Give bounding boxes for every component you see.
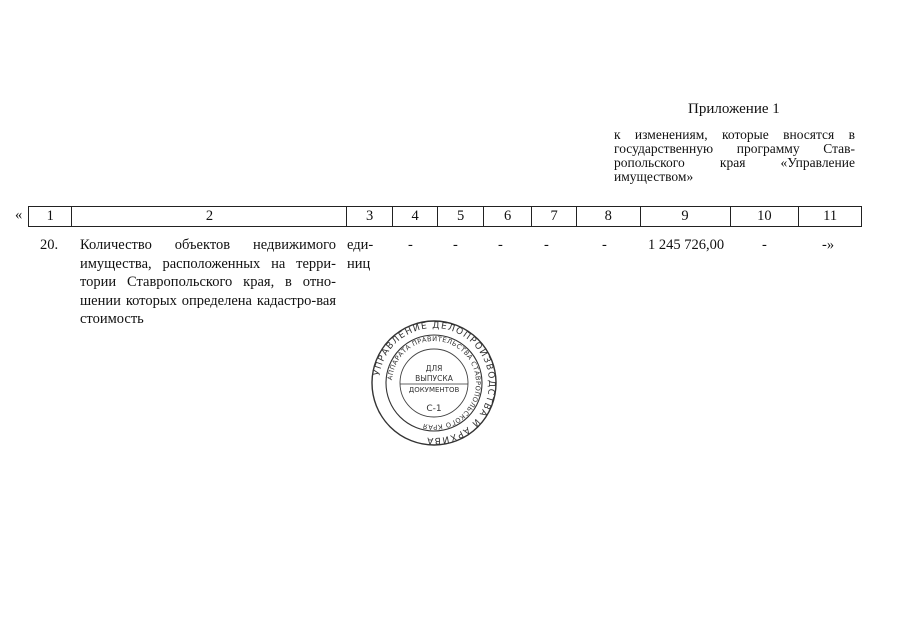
header-cell-5: 5 bbox=[438, 207, 483, 227]
header-cell-3: 3 bbox=[347, 207, 392, 227]
row-value-col10: - bbox=[762, 237, 767, 253]
header-cell-4: 4 bbox=[392, 207, 437, 227]
header-cell-9: 9 bbox=[640, 207, 730, 227]
stamp-center-line-3: ДОКУМЕНТОВ bbox=[408, 386, 460, 394]
stamp-center-line-1: ДЛЯ bbox=[425, 364, 443, 373]
row-unit: еди-ниц bbox=[347, 237, 374, 272]
open-quote: « bbox=[15, 207, 23, 223]
stamp-center-line-2: ВЫПУСКА bbox=[415, 374, 453, 383]
column-number-header-table bbox=[28, 206, 862, 227]
row-description: Количество объектов недвижимого имущества, расположенных на терри-тории Ставропольского края, в отно-шении которых определена кадастро-вая стоимость bbox=[80, 237, 336, 327]
row-value-col9: 1 245 726,00 bbox=[648, 237, 725, 253]
row-value-col11: -» bbox=[822, 237, 835, 253]
official-stamp-icon bbox=[369, 318, 499, 448]
row-value-col6: - bbox=[498, 237, 503, 253]
stamp-code: С-1 bbox=[426, 404, 442, 414]
header-cell-8: 8 bbox=[576, 207, 640, 227]
header-cell-7: 7 bbox=[532, 207, 576, 227]
header-cell-6: 6 bbox=[483, 207, 532, 227]
stamp-outer-text: УПРАВЛЕНИЕ ДЕЛОПРОИЗВОДСТВА И АРХИВА bbox=[372, 320, 497, 446]
header-cell-10: 10 bbox=[730, 207, 799, 227]
header-cell-1: 1 bbox=[29, 207, 72, 227]
header-row bbox=[29, 207, 862, 227]
row-value-col5: - bbox=[453, 237, 458, 253]
appendix-note: к изменениям, которые вносятся в государственную программу Став-ропольского края «Управление имуществом» bbox=[614, 127, 855, 184]
header-cell-11: 11 bbox=[799, 207, 862, 227]
row-value-col8: - bbox=[602, 237, 607, 253]
stamp-inner-text: АППАРАТА ПРАВИТЕЛЬСТВА СТАВРОПОЛЬСКОГО КРАЯ bbox=[386, 334, 483, 432]
row-number: 20. bbox=[40, 237, 59, 253]
header-cell-2: 2 bbox=[72, 207, 347, 227]
row-value-col4: - bbox=[408, 237, 413, 253]
appendix-title: Приложение 1 bbox=[688, 101, 780, 117]
row-value-col7: - bbox=[544, 237, 549, 253]
